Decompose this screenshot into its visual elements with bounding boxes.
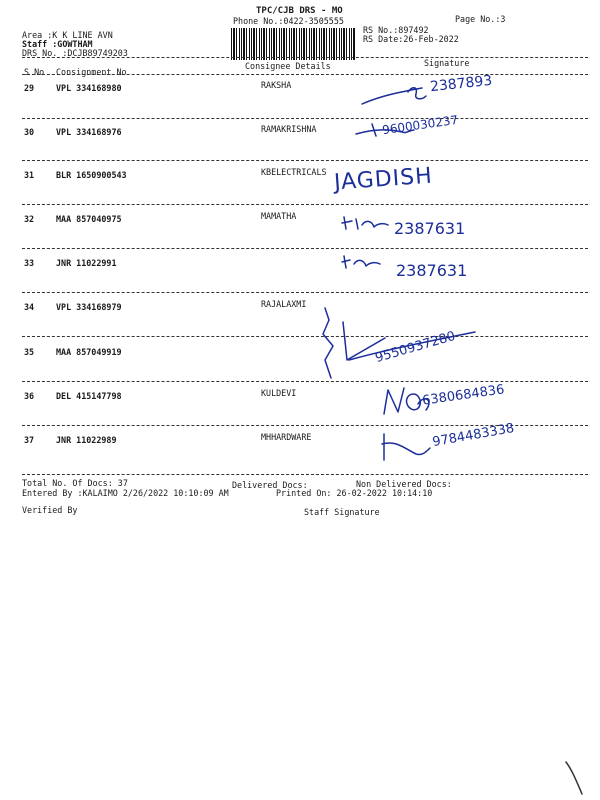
divider [22, 57, 588, 58]
column-header-signature: Signature [424, 58, 470, 68]
table-row [0, 432, 600, 477]
divider [22, 204, 588, 205]
consignee-name: RAJALAXMI [261, 299, 307, 309]
consignment-number: JNR 11022989 [56, 435, 117, 445]
divider [22, 160, 588, 161]
rs-date: RS Date:26-Feb-2022 [363, 34, 459, 44]
rs-number: RS No.:897492 [363, 25, 429, 35]
table-row [0, 258, 600, 300]
divider [22, 118, 588, 119]
serial-number: 31 [24, 170, 35, 180]
divider [22, 248, 588, 249]
consignment-number: DEL 415147798 [56, 391, 122, 401]
handwritten-phone: 9600030237 [381, 112, 459, 138]
serial-number: 32 [24, 214, 35, 224]
consignee-name: RAKSHA [261, 80, 292, 90]
table-row [0, 347, 600, 389]
consignee-name: MAMATHA [261, 211, 297, 221]
page-number: Page No.:3 [455, 14, 506, 24]
consignee-name: RAMAKRISHNA [261, 124, 317, 134]
phone-number: Phone No.:0422-3505555 [233, 16, 344, 26]
area-label: Area :K K LINE AVN [22, 30, 113, 40]
serial-number: 37 [24, 435, 35, 445]
consignment-number: MAA 857049919 [56, 347, 122, 357]
serial-number: 36 [24, 391, 35, 401]
handwritten-phone: 2387893 [429, 72, 494, 96]
table-row [0, 167, 600, 212]
verified-by: Verified By [22, 505, 78, 515]
divider [22, 336, 588, 337]
handwritten-phone: 2387631 [394, 219, 466, 238]
serial-number: 34 [24, 302, 35, 312]
delivered-docs: Delivered Docs: [232, 480, 308, 490]
column-header-s-no: S No [24, 67, 45, 77]
consignment-number: VPL 334168980 [56, 83, 122, 93]
column-header-consignee-details: Consignee Details [245, 61, 331, 71]
divider [22, 292, 588, 293]
serial-number: 30 [24, 127, 35, 137]
serial-number: 33 [24, 258, 35, 268]
consignee-name: KULDEVI [261, 388, 297, 398]
handwritten-phone: 9550937280 [373, 328, 458, 367]
entered-by: Entered By :KALAIMO 2/26/2022 10:10:09 AM [22, 488, 229, 498]
serial-number: 29 [24, 83, 35, 93]
non-delivered-docs: Non Delivered Docs: [356, 479, 452, 489]
table-row [0, 299, 600, 344]
consignee-name: KBELECTRICALS [261, 167, 327, 177]
consignment-number: JNR 11022991 [56, 258, 117, 268]
printed-on: Printed On: 26-02-2022 10:14:10 [276, 488, 433, 498]
pen-mark [562, 758, 592, 798]
serial-number: 35 [24, 347, 35, 357]
drs-number: DRS No. :DCJB89749203 [22, 48, 128, 58]
table-row [0, 211, 600, 256]
handwritten-name: JAGDISH [333, 163, 434, 196]
total-docs: Total No. Of Docs: 37 [22, 478, 128, 488]
barcode [231, 28, 355, 60]
handwritten-phone: 9784483338 [431, 420, 516, 451]
consignment-number: BLR 1650900543 [56, 170, 127, 180]
consignment-number: MAA 857040975 [56, 214, 122, 224]
consignment-number: VPL 334168979 [56, 302, 122, 312]
handwritten-phone: 6380684836 [421, 382, 506, 409]
divider [22, 74, 588, 75]
signature-scribble [340, 252, 400, 274]
consignment-number: VPL 334168976 [56, 127, 122, 137]
staff-signature-label: Staff Signature [304, 507, 380, 517]
column-header-consignment-no: Consignment No [56, 67, 127, 77]
report-title: TPC/CJB DRS - MO [256, 6, 343, 16]
signature-scribble [340, 213, 400, 235]
staff-label: Staff :GOWTHAM [22, 39, 93, 49]
consignee-name: MHHARDWARE [261, 432, 312, 442]
handwritten-phone: 2387631 [396, 261, 468, 280]
divider [22, 474, 588, 475]
